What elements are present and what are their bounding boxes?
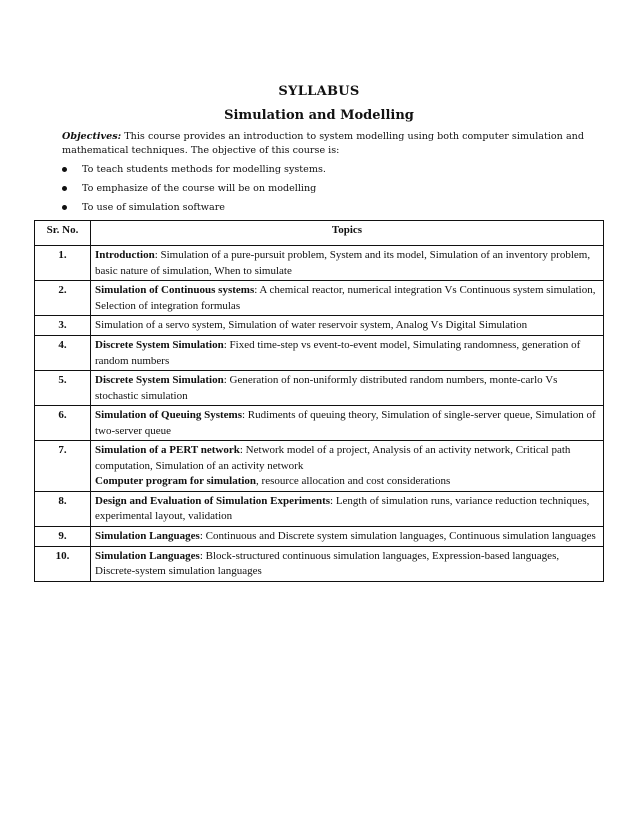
list-item (62, 160, 326, 179)
topic-title: Design and Evaluation of Simulation Experiments (95, 494, 331, 507)
topic-cell (91, 441, 604, 492)
table-body (35, 246, 604, 582)
sr-no-cell: 6. (35, 406, 91, 441)
table-row (35, 281, 604, 316)
objectives-list (62, 160, 326, 217)
table-row (35, 316, 604, 336)
page-heading: SYLLABUS (278, 84, 360, 99)
topic-line (95, 318, 599, 334)
list-item (62, 198, 326, 217)
list-item-text: To teach students methods for modelling systems. (82, 164, 326, 175)
topic-description: : Continuous and Discrete system simulation languages, Continuous simulation languages (199, 529, 596, 542)
sr-no-cell: 7. (35, 441, 91, 492)
table-row (35, 491, 604, 526)
topic-title: Simulation of Continuous systems (95, 284, 255, 296)
topic-line (95, 443, 599, 474)
table-row (35, 441, 604, 492)
topic-title: Computer program for simulation (95, 475, 257, 487)
list-item (62, 179, 326, 198)
table-row (35, 406, 604, 441)
topic-cell (91, 526, 604, 546)
topic-description: : Rudiments of queuing theory, Simulation of single-server queue, Simulation of two-server queue (95, 409, 596, 437)
objectives-paragraph (62, 130, 584, 157)
list-item-text: To emphasize of the course will be on modelling (82, 183, 317, 194)
topic-line (95, 248, 599, 279)
topic-description: : A chemical reactor, numerical integration Vs Continuous system simulation, Selection of integration formulas (95, 284, 596, 312)
topics-table (34, 220, 604, 582)
topic-description: : Block-structured continuous simulation languages, Expression-based languages, Discrete-system simulation languages (95, 549, 560, 577)
topic-cell (91, 336, 604, 371)
topic-description: , resource allocation and cost considerations (256, 475, 451, 487)
topic-cell (91, 546, 604, 581)
topic-title: Simulation Languages (95, 529, 200, 542)
topic-line (95, 373, 599, 404)
topic-description: : Simulation of a pure-pursuit problem, System and its model, Simulation of an inventory problem, basic nature of simulation, When to simulate (95, 249, 591, 277)
sr-no-cell: 1. (35, 246, 91, 281)
topic-title: Simulation of Queuing Systems (95, 409, 242, 421)
objectives-text: This course provides an introduction to system modelling using both computer simulation and mathematical techniques. The objective of this course is: (62, 131, 584, 156)
header-topics: Topics (91, 221, 604, 246)
topic-title: Simulation Languages (95, 549, 200, 562)
topic-line (95, 549, 599, 580)
topic-cell (91, 316, 604, 336)
table-row (35, 336, 604, 371)
sr-no-cell: 2. (35, 281, 91, 316)
table-row (35, 371, 604, 406)
topic-line (95, 494, 599, 525)
topic-description: : Fixed time-step vs event-to-event model, Simulating randomness, generation of random numbers (95, 339, 581, 367)
table-row (35, 546, 604, 581)
topic-cell (91, 491, 604, 526)
bullet-icon (62, 205, 67, 210)
topic-description: : Network model of a project, Analysis of an activity network, Critical path computation, Simulation of an activity network (95, 444, 571, 472)
topic-line (95, 529, 599, 545)
topic-line (95, 283, 599, 314)
topic-description: : Generation of non-uniformly distributed random numbers, monte-carlo Vs stochastic simulation (95, 374, 558, 402)
bullet-icon (62, 167, 67, 172)
table-row (35, 526, 604, 546)
topic-cell (91, 246, 604, 281)
topic-line (95, 338, 599, 369)
course-title: Simulation and Modelling (224, 108, 414, 123)
table-row (35, 246, 604, 281)
topic-cell (91, 371, 604, 406)
topic-title: Introduction (95, 249, 155, 261)
topic-description: Simulation of a servo system, Simulation of water reservoir system, Analog Vs Digital Simulation (95, 319, 528, 331)
topic-description: : Length of simulation runs, variance reduction techniques, experimental layout, validation (95, 494, 590, 522)
objectives-label: Objectives: (62, 131, 122, 142)
header-sr-no: Sr. No. (35, 221, 91, 246)
bullet-icon (62, 186, 67, 191)
sr-no-cell: 5. (35, 371, 91, 406)
list-item-text: To use of simulation software (82, 202, 225, 213)
topic-cell (91, 406, 604, 441)
sr-no-cell: 4. (35, 336, 91, 371)
topic-line (95, 408, 599, 439)
topic-line (95, 474, 599, 490)
sr-no-cell: 3. (35, 316, 91, 336)
sr-no-cell: 10. (35, 546, 91, 581)
topic-cell (91, 281, 604, 316)
topic-title: Discrete System Simulation (95, 339, 224, 351)
table-header-row (35, 221, 604, 246)
sr-no-cell: 9. (35, 526, 91, 546)
topic-title: Simulation of a PERT network (95, 444, 240, 456)
topic-title: Discrete System Simulation (95, 374, 224, 386)
sr-no-cell: 8. (35, 491, 91, 526)
